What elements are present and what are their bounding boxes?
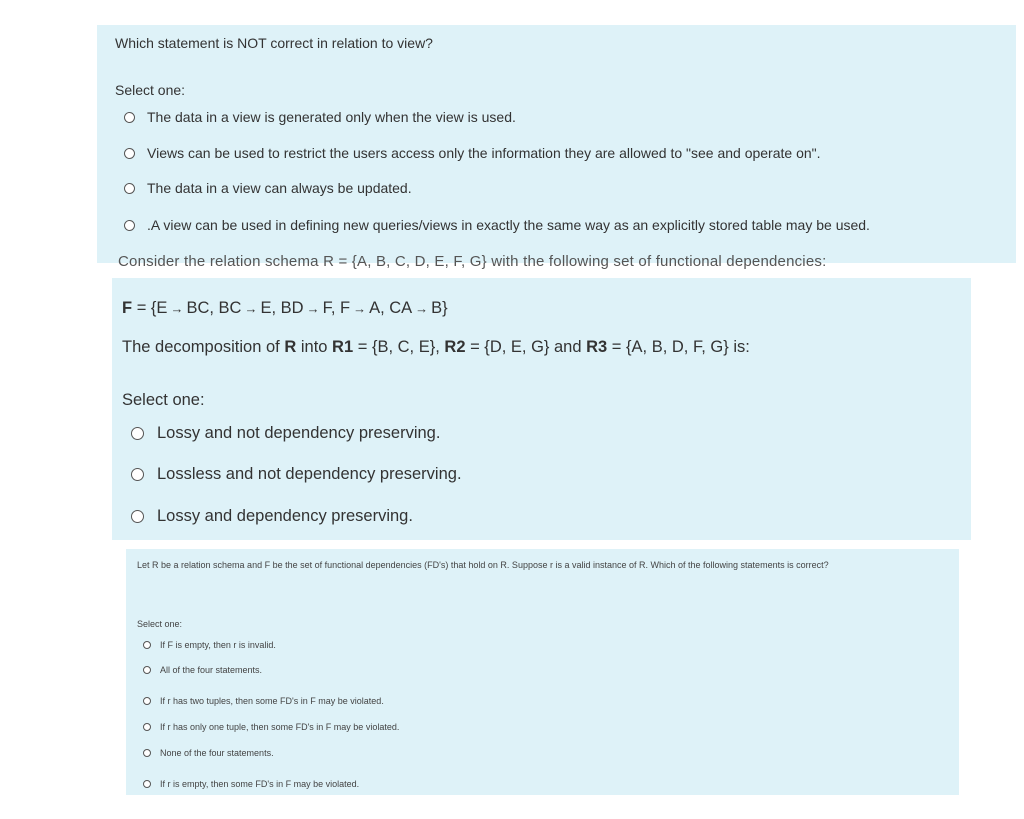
question-2-panel — [112, 278, 971, 540]
question-2-select-label: Select one: — [122, 391, 205, 409]
question-3-select-label: Select one: — [137, 619, 183, 629]
option-label: .A view can be used in defining new queries/views in exactly the same way as an explicitly stored table may be used. — [147, 217, 870, 233]
fd-text-part: E, BD — [260, 299, 304, 317]
fd-text-part: A, CA — [369, 299, 413, 317]
cutoff-question-text — [118, 253, 853, 278]
fd-text-part: B} — [431, 299, 448, 317]
radio-button[interactable] — [124, 148, 135, 159]
radio-button[interactable] — [143, 780, 151, 788]
cutoff-text: Consider the relation schema R = {A, B, C, D, E, F, G} with the following set of functional dependencies: — [118, 253, 827, 270]
functional-dependencies-line — [122, 299, 448, 318]
question-3-panel — [126, 549, 959, 795]
relation-r3: R3 — [586, 338, 608, 356]
option-label: If r has only one tuple, then some FD's in F may be violated. — [160, 722, 400, 732]
question-3-text: Let R be a relation schema and F be the set of functional dependencies (FD's) that hold on R. Suppose r is a valid instance of R. Which of the following statements is correct? — [137, 560, 829, 570]
relation-r2: R2 — [444, 338, 466, 356]
radio-button[interactable] — [131, 510, 144, 523]
radio-button[interactable] — [124, 112, 135, 123]
option-label: None of the four statements. — [160, 748, 274, 758]
question-1-option-4[interactable] — [124, 217, 870, 233]
option-label: Lossless and not dependency preserving. — [157, 465, 462, 483]
radio-button[interactable] — [131, 427, 144, 440]
text-part: = {D, E, G} and — [465, 338, 587, 356]
text-part: = {A, B, D, F, G} is: — [607, 338, 750, 356]
text-part: The decomposition of — [122, 338, 285, 356]
radio-button[interactable] — [143, 666, 151, 674]
arrow-icon: → — [353, 301, 367, 316]
question-1-select-label: Select one: — [115, 82, 186, 98]
question-2-option-2[interactable] — [131, 465, 462, 484]
fd-set-label: F — [122, 299, 133, 317]
radio-button[interactable] — [143, 749, 151, 757]
question-3-option-6[interactable] — [143, 779, 359, 789]
text-part: into — [296, 338, 333, 356]
radio-button[interactable] — [124, 220, 135, 231]
arrow-icon: → — [170, 301, 184, 316]
option-label: The data in a view can always be updated. — [147, 180, 412, 196]
option-label: If r has two tuples, then some FD's in F may be violated. — [160, 696, 384, 706]
relation-r1: R1 — [332, 338, 354, 356]
relation-r: R — [284, 338, 297, 356]
fd-text-part: F, F — [322, 299, 351, 317]
radio-button[interactable] — [124, 183, 135, 194]
option-label: All of the four statements. — [160, 665, 263, 675]
question-3-option-5[interactable] — [143, 748, 274, 758]
arrow-icon: → — [244, 301, 258, 316]
option-label: Lossy and dependency preserving. — [157, 507, 413, 525]
question-3-option-3[interactable] — [143, 696, 384, 706]
question-1-panel — [97, 25, 1016, 263]
radio-button[interactable] — [143, 641, 151, 649]
question-3-option-1[interactable] — [143, 640, 276, 650]
fd-text-part: = {E — [136, 299, 168, 317]
option-label: The data in a view is generated only when the view is used. — [147, 109, 516, 125]
arrow-icon: → — [415, 301, 429, 316]
question-3-option-4[interactable] — [143, 722, 399, 732]
question-1-option-3[interactable] — [124, 180, 412, 196]
radio-button[interactable] — [131, 468, 144, 481]
decomposition-text — [122, 338, 750, 357]
option-label: Lossy and not dependency preserving. — [157, 424, 441, 442]
text-part: = {B, C, E}, — [353, 338, 445, 356]
radio-button[interactable] — [143, 723, 151, 731]
option-label: If r is empty, then some FD's in F may be violated. — [160, 779, 360, 789]
question-1-text: Which statement is NOT correct in relation to view? — [115, 35, 433, 51]
question-1-option-2[interactable] — [124, 145, 821, 161]
radio-button[interactable] — [143, 697, 151, 705]
question-2-option-3[interactable] — [131, 507, 413, 526]
fd-text-part: BC, BC — [186, 299, 242, 317]
option-label: If F is empty, then r is invalid. — [160, 640, 276, 650]
question-1-option-1[interactable] — [124, 109, 516, 125]
question-2-option-1[interactable] — [131, 424, 440, 443]
arrow-icon: → — [306, 301, 320, 316]
question-3-option-2[interactable] — [143, 665, 262, 675]
option-label: Views can be used to restrict the users access only the information they are allowed to "see and operate on". — [147, 145, 821, 161]
